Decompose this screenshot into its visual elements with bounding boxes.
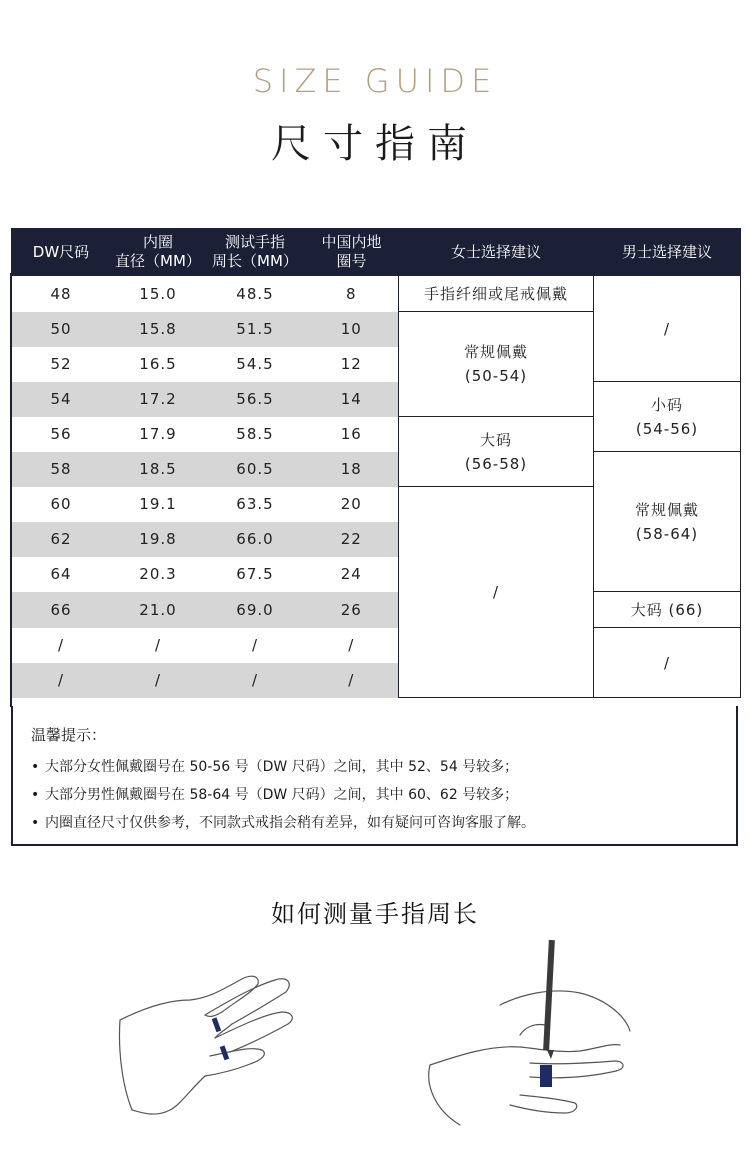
cell-circumference: 54.5: [236, 355, 274, 373]
header-dw: DW尺码: [12, 229, 111, 276]
cell-diameter: 18.5: [111, 452, 206, 487]
bullet-icon: •: [31, 759, 40, 775]
header-cn-size: 中国内地 圈号: [305, 229, 399, 276]
pen-icon: [543, 940, 555, 1059]
bullet-icon: •: [31, 787, 40, 803]
table-row: [12, 382, 741, 417]
cell-diameter: /: [111, 663, 206, 698]
cell-dw: 60: [50, 495, 72, 513]
cell-cn-size: /: [305, 663, 399, 698]
men-none-top: /: [594, 276, 741, 382]
cell-dw: 50: [12, 312, 111, 347]
hand-with-tape-illustration: [110, 960, 320, 1130]
cell-cn-size: 12: [340, 355, 362, 373]
cell-diameter: 19.1: [139, 495, 177, 513]
cell-dw: 52: [50, 355, 72, 373]
tips-title: 温馨提示：: [31, 726, 107, 744]
cell-circumference: 51.5: [206, 312, 305, 347]
tip-item: • 大部分男性佩戴圈号在 58-64 号（DW 尺码）之间，其中 60、62 号较多；: [31, 787, 519, 803]
cell-dw: 62: [12, 522, 111, 557]
table-row: [12, 592, 741, 628]
tip-item: • 大部分女性佩戴圈号在 50-56 号（DW 尺码）之间，其中 52、54 号较多；: [31, 759, 519, 775]
cell-dw: 66: [12, 592, 111, 628]
header-diameter: 内圈 直径（MM）: [111, 229, 206, 276]
cell-circumference: /: [206, 663, 305, 698]
women-large-suggestion: 大码 (56-58): [399, 417, 594, 487]
men-small-suggestion: 小码 (54-56): [594, 382, 741, 452]
tip-item: • 内圈直径尺寸仅供参考，不同款式戒指会稍有差异，如有疑问可咨询客服了解。: [31, 815, 535, 831]
header-women: 女士选择建议: [399, 229, 594, 276]
table-header-row: [12, 229, 741, 276]
bullet-icon: •: [31, 815, 40, 831]
cell-cn-size: 26: [305, 592, 399, 628]
men-regular-suggestion: 常规佩戴 (58-64): [594, 452, 741, 592]
men-large-suggestion: 大码 (66): [594, 592, 741, 628]
cell-dw: 48: [50, 284, 72, 303]
cell-circumference: 56.5: [206, 382, 305, 417]
cell-diameter: 17.9: [139, 425, 177, 443]
cell-dw: 58: [12, 452, 111, 487]
cell-diameter: 16.5: [139, 355, 177, 373]
men-none-bottom: /: [594, 628, 741, 698]
cell-dw: 56: [50, 425, 72, 443]
table-left-border: [10, 273, 12, 707]
table-row: [12, 276, 741, 312]
cell-cn-size: 10: [305, 312, 399, 347]
cell-circumference: 58.5: [236, 425, 274, 443]
cell-circumference: 67.5: [236, 565, 274, 583]
cell-dw: /: [57, 636, 65, 654]
cell-cn-size: 24: [340, 565, 362, 583]
cell-diameter: /: [154, 636, 162, 654]
hand-with-pen-illustration: [420, 935, 640, 1135]
women-regular-suggestion: 常规佩戴 (50-54): [399, 312, 594, 417]
cell-circumference: /: [251, 636, 259, 654]
women-none-suggestion: /: [399, 487, 594, 698]
header-circumference: 测试手指 周长（MM）: [206, 229, 305, 276]
women-thin-suggestion: 手指纤细或尾戒佩戴: [399, 276, 594, 312]
cell-circumference: 66.0: [206, 522, 305, 557]
cell-dw: 64: [50, 565, 72, 583]
cell-cn-size: /: [348, 636, 355, 654]
english-title: SIZE GUIDE: [252, 62, 498, 100]
cell-cn-size: 18: [305, 452, 399, 487]
cell-circumference: 69.0: [206, 592, 305, 628]
cell-diameter: 20.3: [139, 565, 177, 583]
cell-cn-size: 22: [305, 522, 399, 557]
header-men: 男士选择建议: [594, 229, 741, 276]
cell-cn-size: 16: [340, 425, 362, 443]
table-row: [12, 628, 741, 663]
table-row: [12, 452, 741, 487]
cell-cn-size: 8: [345, 284, 357, 303]
measure-title: 如何测量手指周长: [271, 900, 479, 928]
cell-circumference: 63.5: [236, 495, 274, 513]
cell-diameter: 15.8: [111, 312, 206, 347]
tips-box: [11, 706, 738, 846]
cell-cn-size: 20: [340, 495, 362, 513]
cell-diameter: 21.0: [111, 592, 206, 628]
cell-cn-size: 14: [305, 382, 399, 417]
measuring-tape: [540, 1065, 552, 1087]
size-table: [11, 228, 741, 698]
cell-diameter: 17.2: [111, 382, 206, 417]
cell-circumference: 48.5: [236, 284, 274, 303]
chinese-title: 尺寸指南: [271, 121, 479, 167]
cell-diameter: 19.8: [111, 522, 206, 557]
cell-diameter: 15.0: [139, 284, 177, 303]
cell-circumference: 60.5: [206, 452, 305, 487]
cell-dw: /: [12, 663, 111, 698]
cell-dw: 54: [12, 382, 111, 417]
